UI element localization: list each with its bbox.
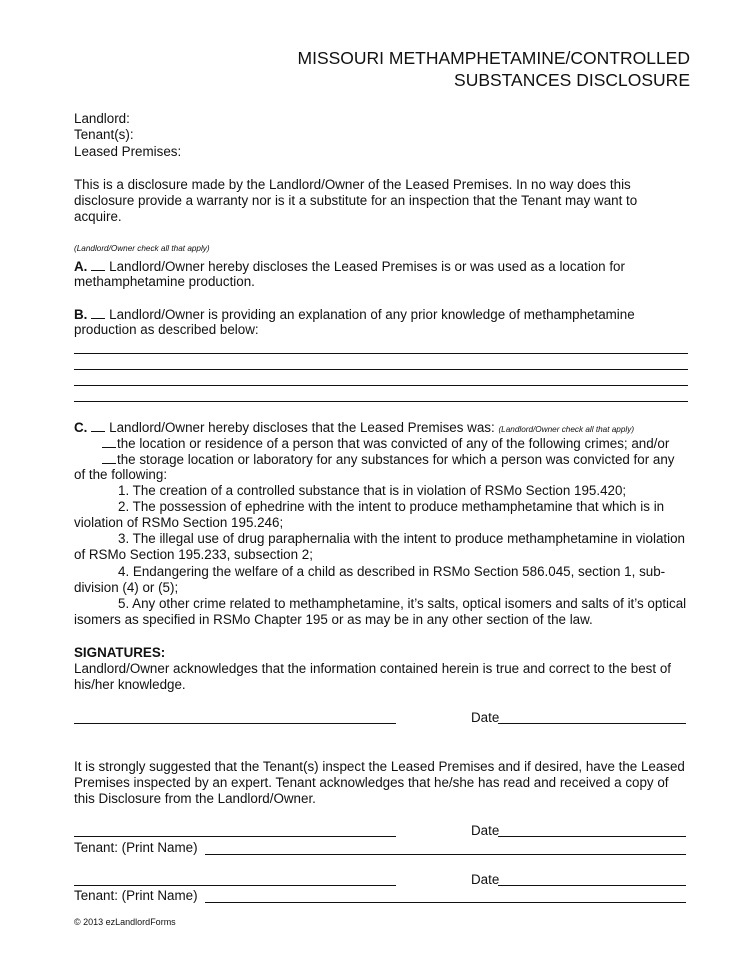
tenant-date-line[interactable]	[498, 885, 686, 886]
section-a	[74, 258, 625, 275]
premises-label: Leased Premises:	[74, 144, 182, 159]
tenant-note: It is strongly suggested that the Tenant(s) inspect the Leased Premises and if desired, have the Leased	[74, 759, 685, 774]
section-a-label: A.	[74, 259, 88, 274]
section-c-option-2	[102, 451, 675, 468]
signatures-heading: SIGNATURES:	[74, 645, 166, 660]
crime-item-cont: isomers as specified in RSMo Chapter 195 or as may be in any other section of the law.	[74, 612, 593, 627]
section-c-option-1	[102, 435, 669, 452]
section-c-note: (Landlord/Owner check all that apply)	[498, 425, 635, 434]
landlord-ack-cont: his/her knowledge.	[74, 677, 186, 692]
tenant-print-name-line[interactable]	[205, 902, 686, 903]
landlord-ack: Landlord/Owner acknowledges that the information contained herein is true and correct to the best of	[74, 661, 671, 676]
tenant-signature-line[interactable]	[74, 885, 396, 886]
option-1-checkbox[interactable]	[102, 435, 116, 448]
section-b-label: B.	[74, 307, 88, 322]
crime-item: 3. The illegal use of drug paraphernalia with the intent to produce methamphetamine in violation	[118, 531, 685, 546]
tenant-note: this Disclosure from the Landlord/Owner.	[74, 791, 316, 806]
tenant-note: Premises inspected by an expert. Tenant acknowledges that he/she has read and received a copy of	[74, 775, 669, 790]
section-a-checkbox[interactable]	[91, 258, 105, 271]
copyright-footer: © 2013 ezLandlordForms	[74, 917, 176, 927]
check-all-note: (Landlord/Owner check all that apply)	[74, 244, 210, 253]
section-c-checkbox[interactable]	[91, 419, 105, 432]
tenant-signature-line[interactable]	[74, 836, 396, 837]
intro-line: disclosure provide a warranty nor is it a substitute for an inspection that the Tenant may want to	[74, 193, 638, 208]
option-2-text-cont: of the following:	[74, 467, 168, 482]
option-2-text: the storage location or laboratory for any substances for which a person was convicted for any	[117, 452, 675, 467]
intro-line: acquire.	[74, 209, 122, 224]
tenant-print-name-line[interactable]	[205, 854, 686, 855]
tenant-date-label: Date	[471, 823, 500, 838]
section-c-text: Landlord/Owner hereby discloses that the Leased Premises was:	[109, 420, 495, 435]
section-b-text: Landlord/Owner is providing an explanation of any prior knowledge of methamphetamine	[109, 307, 635, 322]
crime-item: 4. Endangering the welfare of a child as described in RSMo Section 586.045, section 1, sub-	[118, 564, 666, 579]
crime-item: 1. The creation of a controlled substance that is in violation of RSMo Section 195.420;	[118, 483, 627, 498]
explanation-line[interactable]	[74, 353, 688, 354]
section-b-checkbox[interactable]	[91, 306, 105, 319]
crime-item-cont: violation of RSMo Section 195.246;	[74, 515, 284, 530]
section-a-text: Landlord/Owner hereby discloses the Leased Premises is or was used as a location for	[109, 259, 625, 274]
crime-item-cont: of RSMo Section 195.233, subsection 2;	[74, 547, 313, 562]
section-b	[74, 306, 635, 323]
tenant-date-label: Date	[471, 872, 500, 887]
crime-item: 2. The possession of ephedrine with the intent to produce methamphetamine that which is in	[118, 499, 665, 514]
page-title-line2: SUBSTANCES DISCLOSURE	[454, 70, 690, 90]
crime-item-cont: division (4) or (5);	[74, 580, 179, 595]
option-2-checkbox[interactable]	[102, 451, 116, 464]
section-a-text-cont: methamphetamine production.	[74, 274, 255, 289]
landlord-date-label: Date	[471, 710, 500, 725]
page-title-line1: MISSOURI METHAMPHETAMINE/CONTROLLED	[297, 48, 690, 68]
explanation-line[interactable]	[74, 385, 688, 386]
section-c-label: C.	[74, 420, 88, 435]
landlord-signature-line[interactable]	[74, 723, 396, 724]
section-b-text-cont: production as described below:	[74, 322, 259, 337]
intro-line: This is a disclosure made by the Landlord/Owner of the Leased Premises. In no way does this	[74, 177, 631, 192]
option-1-text: the location or residence of a person that was convicted of any of the following crimes; and/or	[117, 436, 670, 451]
tenant-date-line[interactable]	[498, 836, 686, 837]
landlord-date-line[interactable]	[498, 723, 686, 724]
crime-item: 5. Any other crime related to methamphetamine, it’s salts, optical isomers and salts of it’s optical	[118, 596, 687, 611]
tenants-label: Tenant(s):	[74, 127, 134, 142]
explanation-line[interactable]	[74, 369, 688, 370]
landlord-label: Landlord:	[74, 111, 130, 126]
tenant-print-name-label: Tenant: (Print Name)	[74, 888, 198, 903]
tenant-print-name-label: Tenant: (Print Name)	[74, 840, 198, 855]
explanation-line[interactable]	[74, 401, 688, 402]
